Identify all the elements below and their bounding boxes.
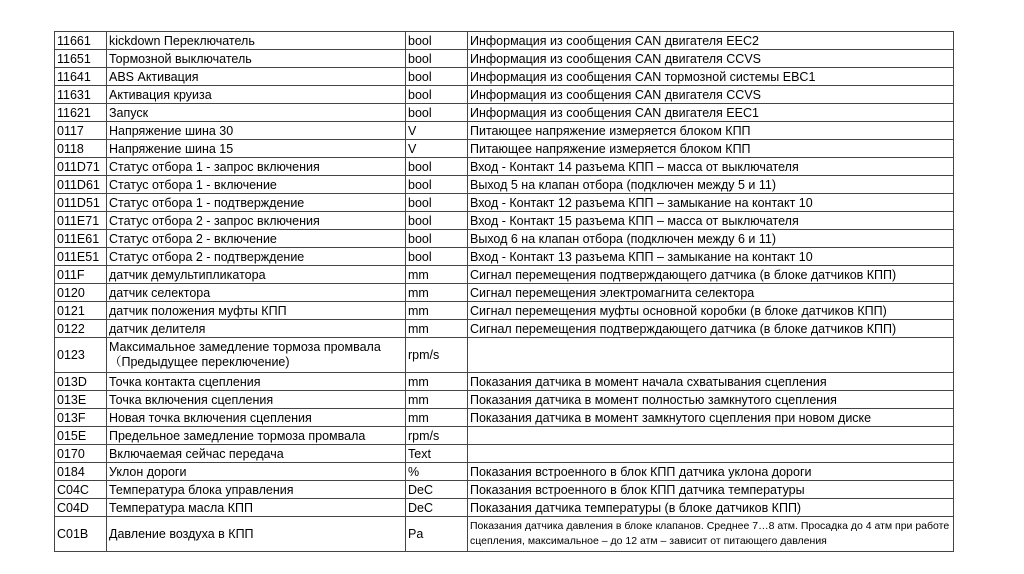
param-type-cell: bool — [406, 248, 468, 266]
param-name-cell: Уклон дороги — [107, 463, 406, 481]
param-description-cell — [468, 427, 954, 445]
param-name-cell: Точка включения сцепления — [107, 391, 406, 409]
param-type-cell: bool — [406, 230, 468, 248]
param-code-cell: 011D61 — [55, 176, 107, 194]
param-description-cell: Питающее напряжение измеряется блоком КПП — [468, 140, 954, 158]
param-description-cell: Показания датчика в момент замкнутого сцепления при новом диске — [468, 409, 954, 427]
param-name-cell: Статус отбора 2 - запрос включения — [107, 212, 406, 230]
param-name-cell: Температура масла КПП — [107, 499, 406, 517]
table-row — [55, 481, 954, 499]
param-description-cell: Информация из сообщения CAN двигателя EEC2 — [468, 32, 954, 50]
param-name-cell: Статус отбора 1 - подтверждение — [107, 194, 406, 212]
param-description-cell — [468, 338, 954, 373]
table-row — [55, 104, 954, 122]
param-code-cell: 11631 — [55, 86, 107, 104]
param-type-cell: bool — [406, 194, 468, 212]
param-type-cell: DeC — [406, 499, 468, 517]
param-name-cell: Включаемая сейчас передача — [107, 445, 406, 463]
param-type-cell: bool — [406, 68, 468, 86]
table-row — [55, 248, 954, 266]
table-row — [55, 517, 954, 552]
param-description-cell: Вход - Контакт 15 разъема КПП – масса от выключателя — [468, 212, 954, 230]
param-code-cell: 013F — [55, 409, 107, 427]
param-name-cell: Статус отбора 2 - подтверждение — [107, 248, 406, 266]
param-type-cell: mm — [406, 320, 468, 338]
param-name-cell: Напряжение шина 30 — [107, 122, 406, 140]
param-name-cell: Тормозной выключатель — [107, 50, 406, 68]
param-name-cell: kickdown Переключатель — [107, 32, 406, 50]
param-name-cell: ABS Активация — [107, 68, 406, 86]
param-description-cell: Информация из сообщения CAN тормозной системы EBC1 — [468, 68, 954, 86]
param-type-cell: mm — [406, 391, 468, 409]
param-type-cell: bool — [406, 212, 468, 230]
table-row — [55, 499, 954, 517]
param-code-cell: 011E71 — [55, 212, 107, 230]
param-description-cell: Сигнал перемещения электромагнита селектора — [468, 284, 954, 302]
param-code-cell: C04C — [55, 481, 107, 499]
param-name-cell: датчик положения муфты КПП — [107, 302, 406, 320]
param-code-cell: 11621 — [55, 104, 107, 122]
param-type-cell: mm — [406, 284, 468, 302]
table-row — [55, 50, 954, 68]
table-row — [55, 158, 954, 176]
param-type-cell: rpm/s — [406, 338, 468, 373]
param-description-cell: Показания датчика в момент полностью замкнутого сцепления — [468, 391, 954, 409]
param-name-cell: Напряжение шина 15 — [107, 140, 406, 158]
param-type-cell: V — [406, 140, 468, 158]
param-code-cell: C04D — [55, 499, 107, 517]
param-description-cell: Вход - Контакт 14 разъема КПП – масса от выключателя — [468, 158, 954, 176]
param-type-cell: bool — [406, 50, 468, 68]
table-row — [55, 391, 954, 409]
param-code-cell: 11661 — [55, 32, 107, 50]
param-type-cell: DeC — [406, 481, 468, 499]
param-name-cell: Статус отбора 2 - включение — [107, 230, 406, 248]
param-code-cell: 015E — [55, 427, 107, 445]
param-code-cell: 011E61 — [55, 230, 107, 248]
param-code-cell: 011D71 — [55, 158, 107, 176]
param-description-cell: Питающее напряжение измеряется блоком КПП — [468, 122, 954, 140]
param-type-cell: bool — [406, 86, 468, 104]
parameter-table-sheet — [54, 31, 954, 552]
param-code-cell: 0170 — [55, 445, 107, 463]
param-description-cell: Вход - Контакт 12 разъема КПП – замыкание на контакт 10 — [468, 194, 954, 212]
table-row — [55, 338, 954, 373]
param-type-cell: Pa — [406, 517, 468, 552]
param-description-cell: Вход - Контакт 13 разъема КПП – замыкание на контакт 10 — [468, 248, 954, 266]
param-description-cell: Информация из сообщения CAN двигателя CCVS — [468, 50, 954, 68]
param-code-cell: 0122 — [55, 320, 107, 338]
table-row — [55, 140, 954, 158]
param-code-cell: 11641 — [55, 68, 107, 86]
param-description-cell — [468, 445, 954, 463]
param-code-cell: 013E — [55, 391, 107, 409]
param-description-cell: Сигнал перемещения муфты основной коробки (в блоке датчиков КПП) — [468, 302, 954, 320]
table-row — [55, 409, 954, 427]
param-code-cell: 0120 — [55, 284, 107, 302]
param-type-cell: bool — [406, 104, 468, 122]
table-row — [55, 68, 954, 86]
table-row — [55, 86, 954, 104]
param-code-cell: 0121 — [55, 302, 107, 320]
table-row — [55, 32, 954, 50]
param-type-cell: Text — [406, 445, 468, 463]
param-type-cell: mm — [406, 302, 468, 320]
table-row — [55, 373, 954, 391]
table-row — [55, 427, 954, 445]
param-name-cell: Статус отбора 1 - включение — [107, 176, 406, 194]
param-code-cell: 013D — [55, 373, 107, 391]
param-type-cell: bool — [406, 158, 468, 176]
param-type-cell: % — [406, 463, 468, 481]
param-name-cell: Новая точка включения сцепления — [107, 409, 406, 427]
param-description-cell: Выход 6 на клапан отбора (подключен между 6 и 11) — [468, 230, 954, 248]
param-name-cell: Активация круиза — [107, 86, 406, 104]
param-code-cell: 0123 — [55, 338, 107, 373]
param-description-cell: Сигнал перемещения подтверждающего датчика (в блоке датчиков КПП) — [468, 320, 954, 338]
table-row — [55, 320, 954, 338]
table-row — [55, 194, 954, 212]
param-description-cell: Показания встроенного в блок КПП датчика температуры — [468, 481, 954, 499]
table-row — [55, 463, 954, 481]
param-name-cell: Температура блока управления — [107, 481, 406, 499]
param-code-cell: C01B — [55, 517, 107, 552]
param-description-cell: Информация из сообщения CAN двигателя CCVS — [468, 86, 954, 104]
param-code-cell: 0117 — [55, 122, 107, 140]
param-name-cell: датчик селектора — [107, 284, 406, 302]
param-description-cell: Информация из сообщения CAN двигателя EEC1 — [468, 104, 954, 122]
param-name-cell: Статус отбора 1 - запрос включения — [107, 158, 406, 176]
parameter-table — [54, 31, 954, 552]
param-description-cell: Показания датчика температуры (в блоке датчиков КПП) — [468, 499, 954, 517]
param-description-cell: Показания встроенного в блок КПП датчика уклона дороги — [468, 463, 954, 481]
param-type-cell: mm — [406, 266, 468, 284]
param-type-cell: bool — [406, 32, 468, 50]
param-code-cell: 011E51 — [55, 248, 107, 266]
parameter-table-body — [55, 32, 954, 552]
table-row — [55, 445, 954, 463]
param-type-cell: mm — [406, 373, 468, 391]
param-description-cell: Сигнал перемещения подтверждающего датчика (в блоке датчиков КПП) — [468, 266, 954, 284]
param-name-cell: Максимальное замедление тормоза промвала （Предыдущее переключение) — [107, 338, 406, 373]
table-row — [55, 176, 954, 194]
table-row — [55, 266, 954, 284]
table-row — [55, 212, 954, 230]
param-type-cell: bool — [406, 176, 468, 194]
table-row — [55, 230, 954, 248]
param-code-cell: 011D51 — [55, 194, 107, 212]
param-type-cell: V — [406, 122, 468, 140]
param-name-cell: датчик демультипликатора — [107, 266, 406, 284]
table-row — [55, 284, 954, 302]
param-name-cell: Запуск — [107, 104, 406, 122]
param-code-cell: 0118 — [55, 140, 107, 158]
param-name-cell: Точка контакта сцепления — [107, 373, 406, 391]
param-type-cell: rpm/s — [406, 427, 468, 445]
param-name-cell: Предельное замедление тормоза промвала — [107, 427, 406, 445]
table-row — [55, 302, 954, 320]
param-description-cell: Показания датчика давления в блоке клапанов. Среднее 7…8 атм. Просадка до 4 атм при работе сцепления, максимальное – до 12 атм – зависит от питающего давления — [468, 517, 954, 552]
param-description-cell: Показания датчика в момент начала схватывания сцепления — [468, 373, 954, 391]
param-code-cell: 0184 — [55, 463, 107, 481]
table-row — [55, 122, 954, 140]
param-code-cell: 011F — [55, 266, 107, 284]
param-code-cell: 11651 — [55, 50, 107, 68]
param-name-cell: датчик делителя — [107, 320, 406, 338]
param-type-cell: mm — [406, 409, 468, 427]
param-name-cell: Давление воздуха в КПП — [107, 517, 406, 552]
param-description-cell: Выход 5 на клапан отбора (подключен между 5 и 11) — [468, 176, 954, 194]
